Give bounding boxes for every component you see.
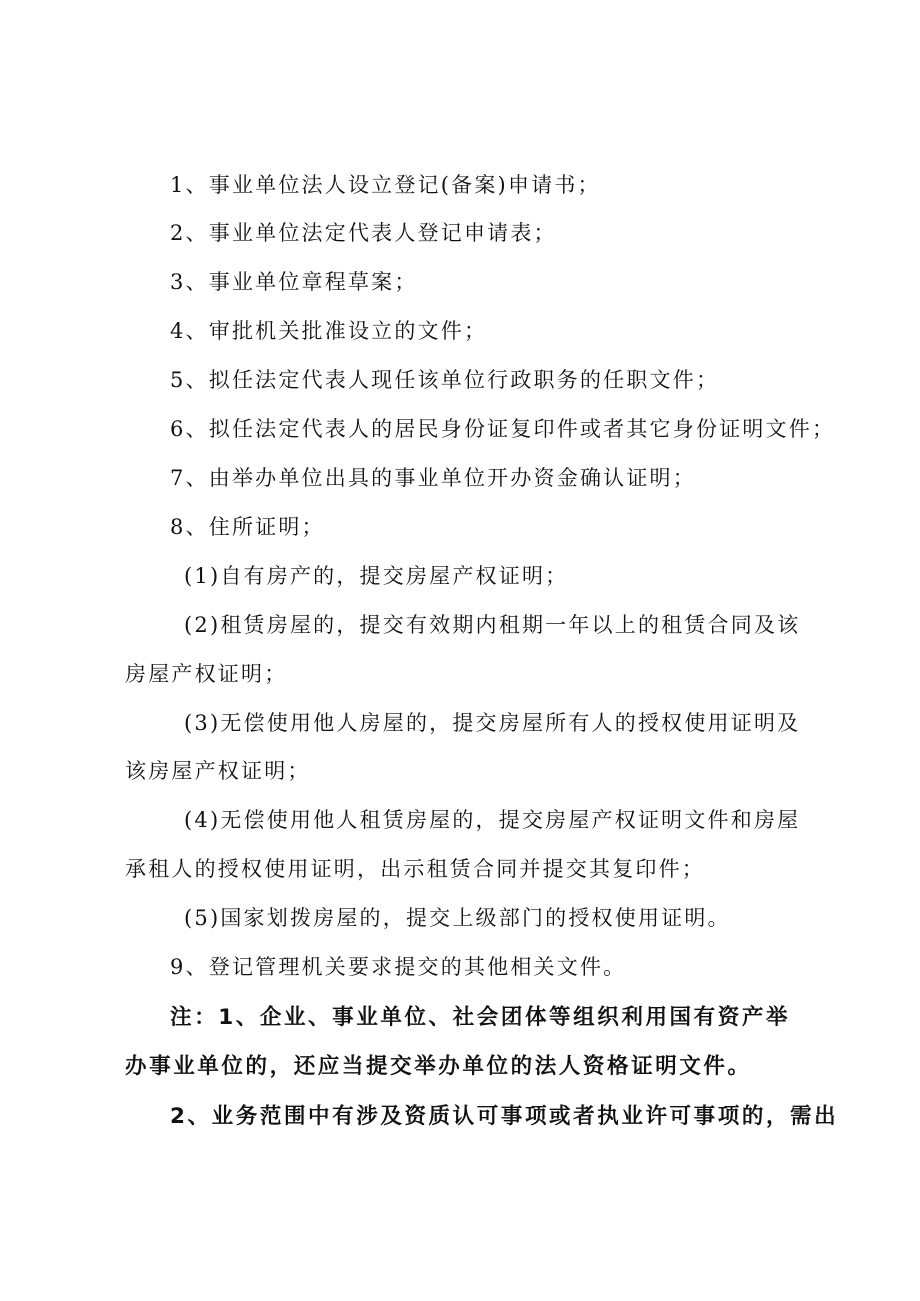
note-line: 注：1、企业、事业单位、社会团体等组织利用国有资产举 — [170, 1005, 791, 1030]
sub-item: (4)无偿使用他人租赁房屋的，提交房屋产权证明文件和房屋 — [184, 808, 801, 832]
sub-item-continuation: 房屋产权证明； — [125, 662, 288, 686]
sub-item-continuation: 该房屋产权证明； — [125, 759, 311, 783]
list-item: 8、住所证明； — [170, 515, 325, 539]
list-item: 9、登记管理机关要求提交的其他相关文件。 — [170, 955, 627, 979]
list-item: 3、事业单位章程草案； — [170, 270, 418, 294]
sub-item: (5)国家划拨房屋的，提交上级部门的授权使用证明。 — [184, 906, 731, 930]
list-item: 5、拟任法定代表人现任该单位行政职务的任职文件； — [170, 368, 720, 392]
sub-item: (1)自有房产的，提交房屋产权证明； — [184, 564, 569, 588]
sub-item: (2)租赁房屋的，提交有效期内租期一年以上的租赁合同及该 — [184, 613, 801, 637]
note-line: 2、业务范围中有涉及资质认可事项或者执业许可事项的，需出 — [170, 1104, 839, 1129]
note-line: 办事业单位的，还应当提交举办单位的法人资格证明文件。 — [125, 1054, 752, 1079]
list-item: 2、事业单位法定代表人登记申请表； — [170, 221, 557, 245]
list-item: 7、由举办单位出具的事业单位开办资金确认证明； — [170, 466, 696, 490]
list-item: 1、事业单位法人设立登记(备案)申请书； — [170, 173, 601, 197]
sub-item-continuation: 承租人的授权使用证明，出示租赁合同并提交其复印件； — [125, 857, 705, 881]
list-item: 4、审批机关批准设立的文件； — [170, 319, 488, 343]
sub-item: (3)无偿使用他人房屋的，提交房屋所有人的授权使用证明及 — [184, 711, 801, 735]
list-item: 6、拟任法定代表人的居民身份证复印件或者其它身份证明文件； — [170, 417, 836, 441]
